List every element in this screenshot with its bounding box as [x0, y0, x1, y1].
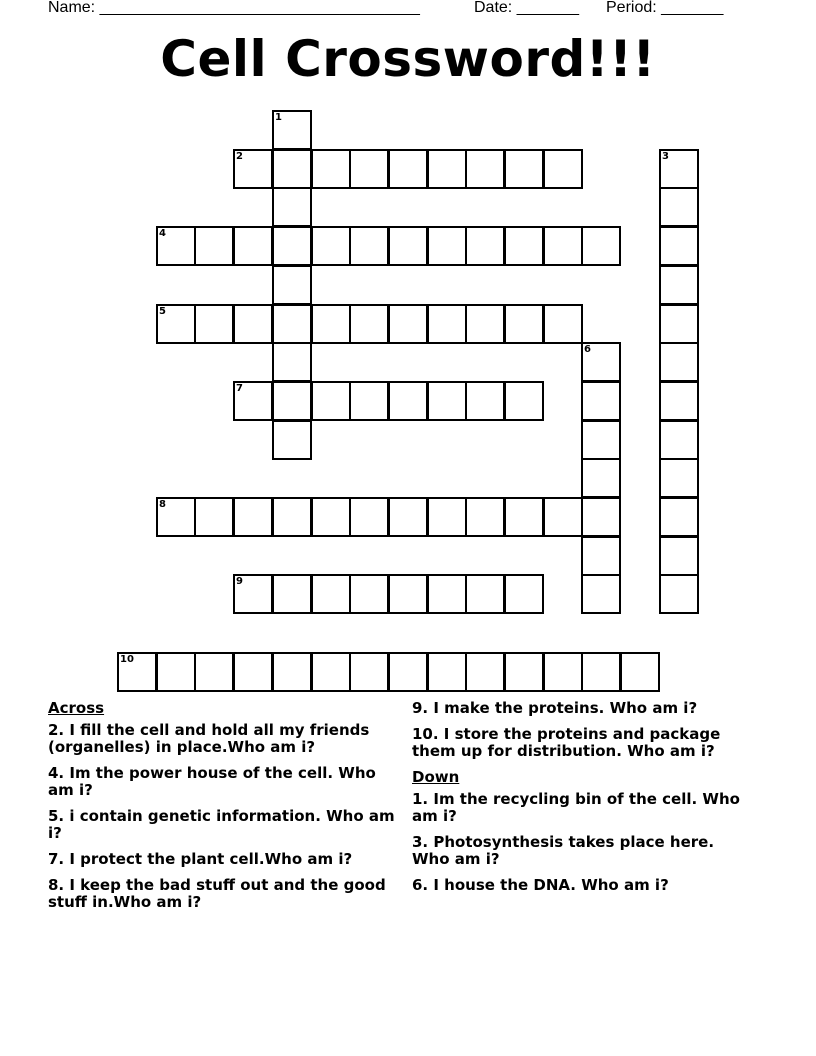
crossword-cell[interactable] — [620, 652, 660, 692]
clue-number: 2 — [236, 151, 243, 162]
page-title: Cell Crossword!!! — [160, 30, 656, 88]
crossword-cell[interactable] — [543, 304, 583, 344]
crossword-cell[interactable] — [504, 497, 544, 537]
clue-number: 3 — [662, 151, 669, 162]
across-heading: Across — [48, 699, 105, 717]
crossword-cell[interactable] — [233, 574, 273, 614]
crossword-cell[interactable] — [272, 304, 312, 344]
crossword-cell[interactable] — [388, 226, 428, 266]
crossword-cell[interactable] — [156, 652, 196, 692]
crossword-cell[interactable] — [427, 497, 467, 537]
crossword-cell[interactable] — [465, 304, 505, 344]
across-clue-10: 10. I store the proteins and package them up for distribution. Who am i? — [412, 725, 721, 760]
crossword-cell[interactable] — [233, 149, 273, 189]
crossword-cell[interactable] — [581, 536, 621, 576]
crossword-cell[interactable] — [272, 652, 312, 692]
clues-left-column — [48, 700, 400, 920]
crossword-cell[interactable] — [349, 497, 389, 537]
crossword-cell[interactable] — [659, 420, 699, 460]
crossword-cell[interactable] — [311, 304, 351, 344]
clue-number: 6 — [584, 344, 591, 355]
across-clue-7: 7. I protect the plant cell.Who am i? — [48, 850, 353, 868]
crossword-cell[interactable] — [465, 497, 505, 537]
crossword-cell[interactable] — [233, 381, 273, 421]
crossword-cell[interactable] — [272, 226, 312, 266]
crossword-cell[interactable] — [272, 110, 312, 150]
crossword-cell[interactable] — [233, 304, 273, 344]
crossword-cell[interactable] — [427, 381, 467, 421]
crossword-cell[interactable] — [349, 381, 389, 421]
down-clue-6: 6. I house the DNA. Who am i? — [412, 876, 669, 894]
crossword-cell[interactable] — [659, 536, 699, 576]
crossword-cell[interactable] — [581, 497, 621, 537]
crossword-cell[interactable] — [659, 497, 699, 537]
crossword-cell[interactable] — [543, 149, 583, 189]
crossword-cell[interactable] — [659, 574, 699, 614]
crossword-cell[interactable] — [581, 574, 621, 614]
crossword-cell[interactable] — [117, 652, 157, 692]
crossword-cell[interactable] — [272, 574, 312, 614]
crossword-cell[interactable] — [504, 652, 544, 692]
crossword-cell[interactable] — [272, 381, 312, 421]
clue-number: 1 — [275, 112, 282, 123]
crossword-cell[interactable] — [504, 226, 544, 266]
down-clue-1: 1. Im the recycling bin of the cell. Who am i? — [412, 790, 740, 825]
crossword-cell[interactable] — [233, 497, 273, 537]
crossword-cell[interactable] — [311, 226, 351, 266]
crossword-cell[interactable] — [427, 149, 467, 189]
crossword-cell[interactable] — [311, 497, 351, 537]
crossword-cell[interactable] — [349, 226, 389, 266]
clue-number: 4 — [159, 228, 166, 239]
crossword-cell[interactable] — [388, 149, 428, 189]
crossword-cell[interactable] — [272, 265, 312, 305]
across-clue-2: 2. I fill the cell and hold all my friends (organelles) in place.Who am i? — [48, 721, 370, 756]
crossword-cell[interactable] — [349, 149, 389, 189]
clue-number: 5 — [159, 306, 166, 317]
down-heading: Down — [412, 768, 460, 786]
across-clue-4: 4. Im the power house of the cell. Who am i? — [48, 764, 376, 799]
crossword-cell[interactable] — [581, 381, 621, 421]
crossword-cell[interactable] — [272, 420, 312, 460]
crossword-cell[interactable] — [659, 381, 699, 421]
crossword-cell[interactable] — [388, 497, 428, 537]
crossword-cell[interactable] — [156, 304, 196, 344]
crossword-cell[interactable] — [194, 497, 234, 537]
crossword-cell[interactable] — [581, 420, 621, 460]
crossword-cell[interactable] — [427, 574, 467, 614]
crossword-cell[interactable] — [427, 304, 467, 344]
crossword-cell[interactable] — [349, 574, 389, 614]
crossword-cell[interactable] — [581, 342, 621, 382]
crossword-cell[interactable] — [504, 149, 544, 189]
crossword-cell[interactable] — [272, 497, 312, 537]
crossword-cell[interactable] — [581, 652, 621, 692]
clues-right-column — [412, 700, 752, 903]
name-field-label[interactable]: Name: ____________________________________ — [48, 0, 420, 16]
crossword-cell[interactable] — [504, 304, 544, 344]
across-clue-5: 5. i contain genetic information. Who am i? — [48, 807, 395, 842]
crossword-cell[interactable] — [194, 226, 234, 266]
crossword-cell[interactable] — [272, 149, 312, 189]
crossword-cell[interactable] — [543, 226, 583, 266]
date-field-label[interactable]: Date: _______ — [474, 0, 579, 16]
crossword-cell[interactable] — [659, 149, 699, 189]
crossword-cell[interactable] — [659, 265, 699, 305]
crossword-cell[interactable] — [504, 381, 544, 421]
crossword-cell[interactable] — [543, 497, 583, 537]
down-clue-3: 3. Photosynthesis takes place here. Who am i? — [412, 833, 715, 868]
crossword-cell[interactable] — [388, 652, 428, 692]
crossword-cell[interactable] — [504, 574, 544, 614]
crossword-cell[interactable] — [659, 304, 699, 344]
crossword-cell[interactable] — [427, 652, 467, 692]
crossword-cell[interactable] — [194, 304, 234, 344]
crossword-cell[interactable] — [272, 342, 312, 382]
crossword-cell[interactable] — [194, 652, 234, 692]
period-field-label[interactable]: Period: _______ — [606, 0, 724, 16]
crossword-cell[interactable] — [427, 226, 467, 266]
crossword-cell[interactable] — [659, 226, 699, 266]
crossword-cell[interactable] — [659, 458, 699, 498]
crossword-cell[interactable] — [349, 304, 389, 344]
crossword-cell[interactable] — [233, 226, 273, 266]
clue-number: 8 — [159, 499, 166, 510]
crossword-cell[interactable] — [388, 574, 428, 614]
crossword-cell[interactable] — [311, 381, 351, 421]
crossword-cell[interactable] — [581, 458, 621, 498]
crossword-cell[interactable] — [233, 652, 273, 692]
crossword-cell[interactable] — [311, 149, 351, 189]
crossword-cell[interactable] — [659, 187, 699, 227]
crossword-cell[interactable] — [465, 652, 505, 692]
crossword-cell[interactable] — [349, 652, 389, 692]
clue-number: 9 — [236, 576, 243, 587]
crossword-cell[interactable] — [272, 187, 312, 227]
crossword-cell[interactable] — [156, 226, 196, 266]
crossword-cell[interactable] — [388, 381, 428, 421]
crossword-cell[interactable] — [465, 381, 505, 421]
crossword-cell[interactable] — [465, 574, 505, 614]
clue-number: 7 — [236, 383, 243, 394]
clue-number: 10 — [120, 654, 134, 665]
across-clue-8: 8. I keep the bad stuff out and the good stuff in.Who am i? — [48, 876, 386, 911]
crossword-cell[interactable] — [465, 226, 505, 266]
across-clue-9: 9. I make the proteins. Who am i? — [412, 699, 698, 717]
crossword-cell[interactable] — [581, 226, 621, 266]
crossword-cell[interactable] — [543, 652, 583, 692]
crossword-cell[interactable] — [311, 574, 351, 614]
crossword-cell[interactable] — [659, 342, 699, 382]
crossword-cell[interactable] — [311, 652, 351, 692]
crossword-cell[interactable] — [388, 304, 428, 344]
crossword-cell[interactable] — [156, 497, 196, 537]
crossword-cell[interactable] — [465, 149, 505, 189]
